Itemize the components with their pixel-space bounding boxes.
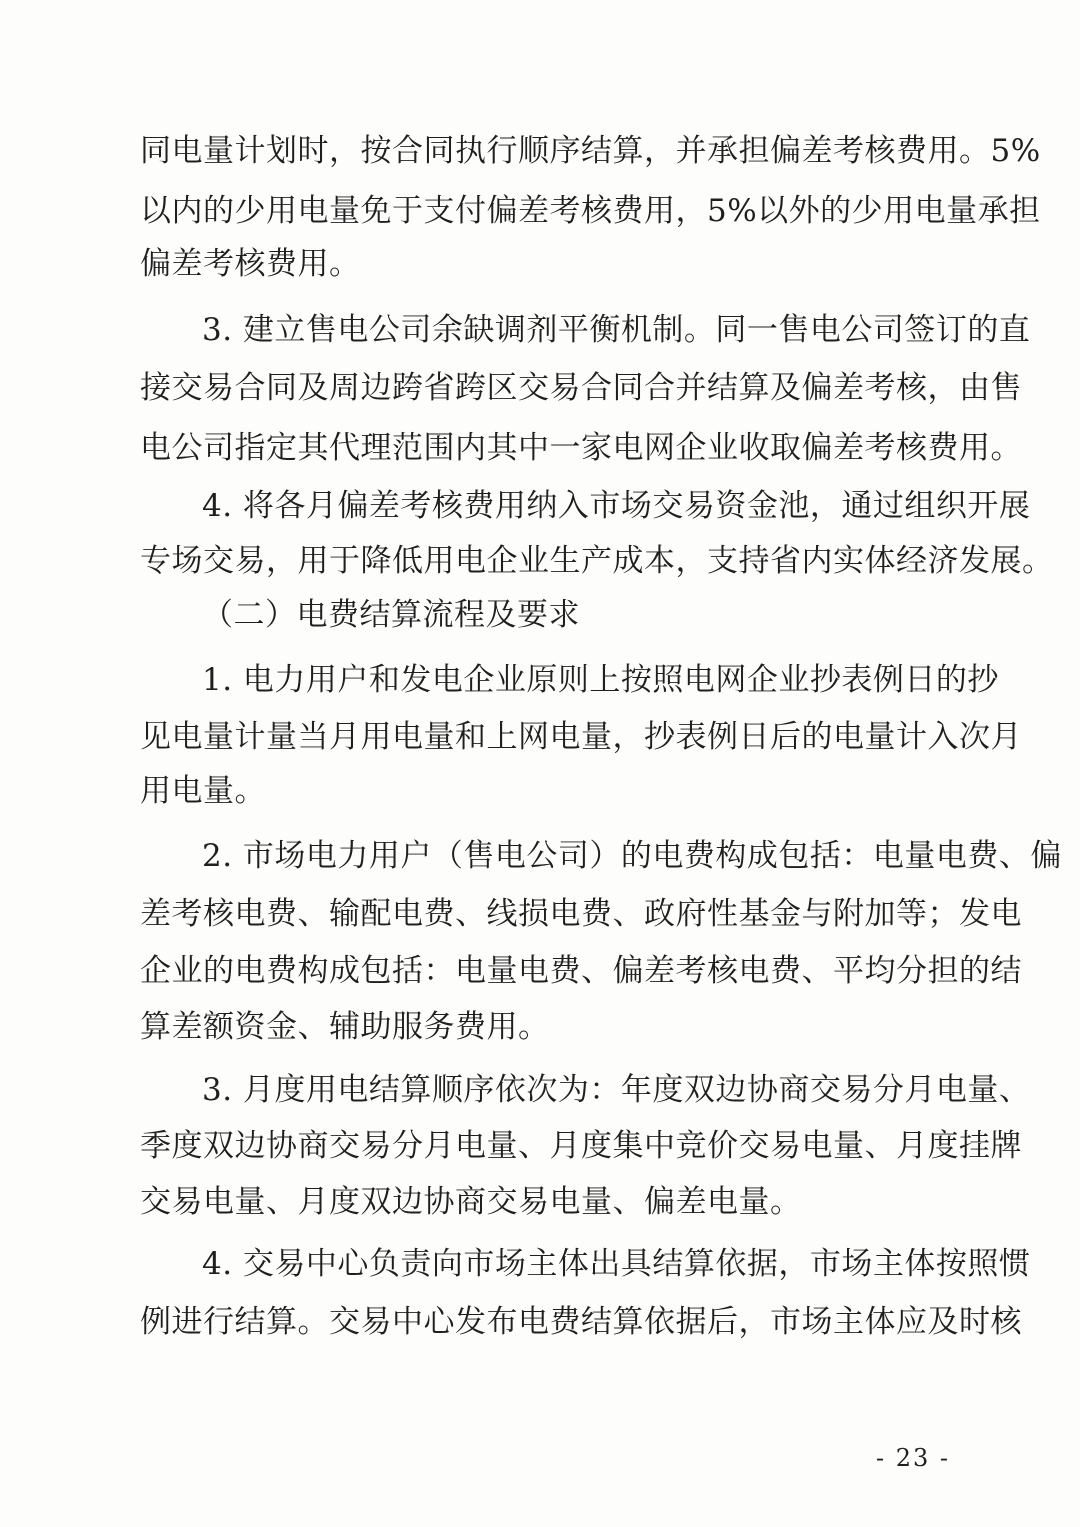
body-text-line: 见电量计量当月用电量和上网电量，抄表例日后的电量计入次月 bbox=[140, 719, 1022, 755]
body-text-line: 季度双边协商交易分月电量、月度集中竞价交易电量、月度挂牌 bbox=[140, 1128, 1022, 1164]
body-text-line: 偏差考核费用。 bbox=[140, 246, 361, 282]
body-text-line: 企业的电费构成包括：电量电费、偏差考核电费、平均分担的结 bbox=[140, 953, 1022, 989]
body-text-line: 差考核电费、输配电费、线损电费、政府性基金与附加等；发电 bbox=[140, 896, 1022, 932]
body-text-line: 1. 电力用户和发电企业原则上按照电网企业抄表例日的抄 bbox=[202, 662, 999, 698]
body-text-line: 2. 市场电力用户（售电公司）的电费构成包括：电量电费、偏 bbox=[202, 838, 1062, 874]
body-text-line: 4. 将各月偏差考核费用纳入市场交易资金池，通过组织开展 bbox=[202, 488, 1031, 524]
body-text-line: 4. 交易中心负责向市场主体出具结算依据，市场主体按照惯 bbox=[202, 1246, 1031, 1282]
body-text-line: 3. 建立售电公司余缺调剂平衡机制。同一售电公司签订的直 bbox=[202, 312, 1031, 348]
body-text-line: 接交易合同及周边跨省跨区交易合同合并结算及偏差考核，由售 bbox=[140, 370, 1022, 406]
body-text-line: 3. 月度用电结算顺序依次为：年度双边协商交易分月电量、 bbox=[202, 1072, 1031, 1108]
body-text-line: 例进行结算。交易中心发布电费结算依据后，市场主体应及时核 bbox=[140, 1304, 1022, 1340]
page-number: - 23 - bbox=[875, 1444, 950, 1472]
body-text-line: 以内的少用电量免于支付偏差考核费用，5%以外的少用电量承担 bbox=[140, 193, 1041, 229]
body-text-line: 算差额资金、辅助服务费用。 bbox=[140, 1009, 550, 1045]
body-text-line: 电公司指定其代理范围内其中一家电网企业收取偏差考核费用。 bbox=[140, 430, 1022, 466]
body-text-line: 用电量。 bbox=[140, 773, 266, 809]
body-text-line: 专场交易，用于降低用电企业生产成本，支持省内实体经济发展。 bbox=[140, 543, 1054, 579]
body-text-line: 交易电量、月度双边协商交易电量、偏差电量。 bbox=[140, 1184, 802, 1220]
body-text-line: 同电量计划时，按合同执行顺序结算，并承担偏差考核费用。5% bbox=[140, 133, 1041, 169]
section-heading: （二）电费结算流程及要求 bbox=[202, 597, 580, 633]
